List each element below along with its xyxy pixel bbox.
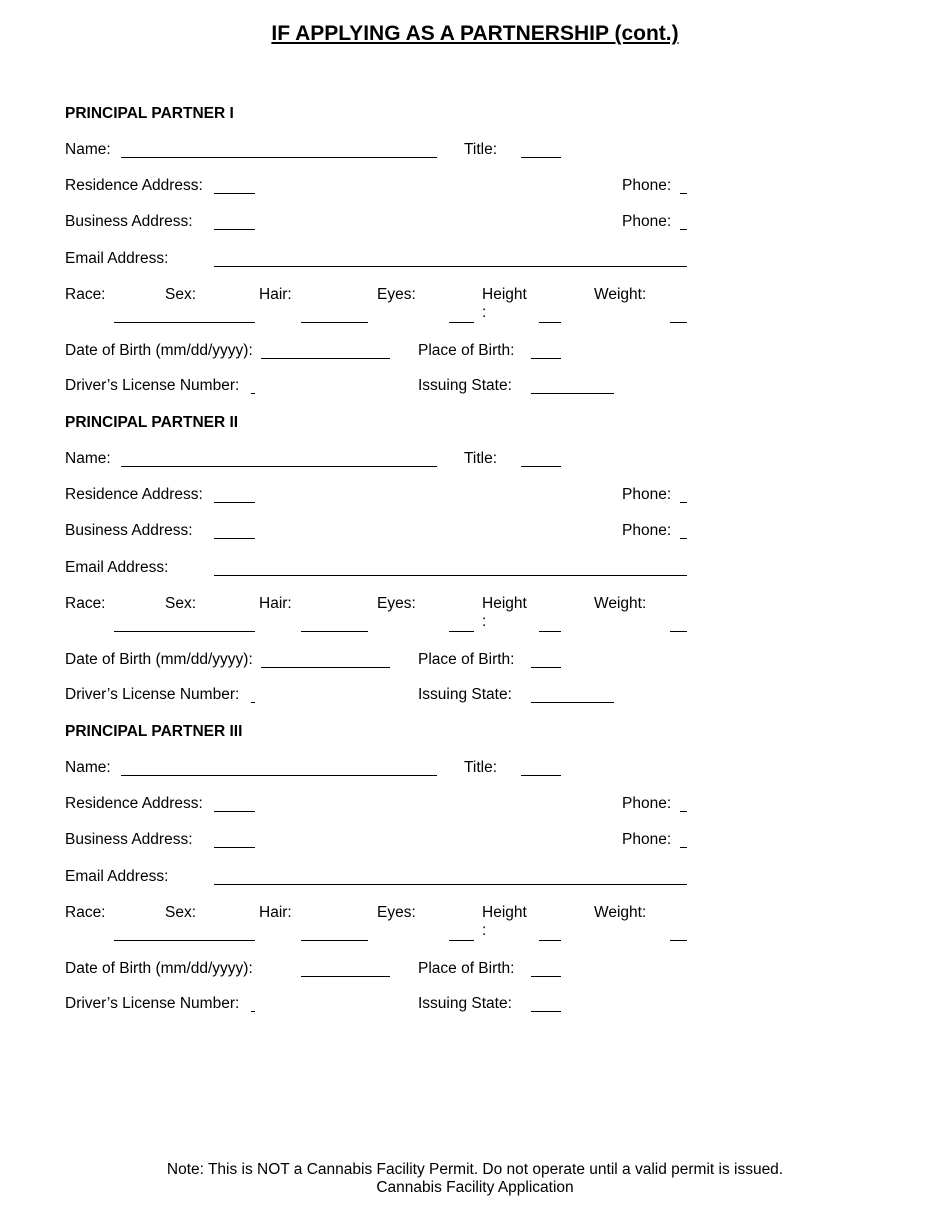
weight-input[interactable]	[670, 631, 687, 632]
drivers-license-label: Driver’s License Number:	[65, 686, 240, 703]
sex-label: Sex:	[165, 286, 197, 303]
issuing-state-label: Issuing State:	[418, 377, 512, 394]
race-sex-input[interactable]	[114, 322, 255, 323]
height-label: Height	[482, 595, 527, 612]
title-label: Title:	[464, 759, 498, 776]
residence-address-label: Residence Address:	[65, 795, 203, 812]
height-separator: :	[482, 613, 487, 630]
name-label: Name:	[65, 450, 111, 467]
business-phone-label: Phone:	[622, 831, 672, 848]
footer-note: Note: This is NOT a Cannabis Facility Permit. Do not operate until a valid permit is issued.	[166, 1161, 784, 1178]
dob-label: Date of Birth (mm/dd/yyyy):	[65, 342, 253, 359]
height-feet-input[interactable]	[449, 631, 474, 632]
drivers-license-input[interactable]	[251, 702, 255, 703]
height-separator: :	[482, 922, 487, 939]
residence-address-label: Residence Address:	[65, 486, 203, 503]
issuing-state-input[interactable]	[531, 1011, 561, 1012]
eyes-label: Eyes:	[377, 904, 416, 921]
name-input[interactable]	[121, 157, 437, 158]
eyes-label: Eyes:	[377, 286, 416, 303]
email-address-label: Email Address:	[65, 250, 169, 267]
business-address-input[interactable]	[214, 847, 255, 848]
issuing-state-input[interactable]	[531, 393, 614, 394]
hair-label: Hair:	[259, 904, 292, 921]
email-address-label: Email Address:	[65, 868, 169, 885]
hair-label: Hair:	[259, 595, 292, 612]
residence-phone-input[interactable]	[680, 811, 687, 812]
name-label: Name:	[65, 141, 111, 158]
email-address-label: Email Address:	[65, 559, 169, 576]
business-address-label: Business Address:	[65, 831, 193, 848]
business-address-input[interactable]	[214, 229, 255, 230]
business-address-label: Business Address:	[65, 522, 193, 539]
section-heading: PRINCIPAL PARTNER III	[65, 723, 243, 740]
email-address-input[interactable]	[214, 575, 687, 576]
issuing-state-label: Issuing State:	[418, 686, 512, 703]
place-of-birth-label: Place of Birth:	[418, 342, 515, 359]
name-input[interactable]	[121, 466, 437, 467]
issuing-state-label: Issuing State:	[418, 995, 512, 1012]
weight-input[interactable]	[670, 940, 687, 941]
race-label: Race:	[65, 904, 106, 921]
race-sex-input[interactable]	[114, 940, 255, 941]
dob-input[interactable]	[301, 976, 390, 977]
residence-phone-input[interactable]	[680, 502, 687, 503]
hair-label: Hair:	[259, 286, 292, 303]
business-address-input[interactable]	[214, 538, 255, 539]
dob-label: Date of Birth (mm/dd/yyyy):	[65, 960, 253, 977]
race-label: Race:	[65, 595, 106, 612]
business-phone-label: Phone:	[622, 522, 672, 539]
business-phone-label: Phone:	[622, 213, 672, 230]
residence-phone-label: Phone:	[622, 795, 672, 812]
business-phone-input[interactable]	[680, 847, 687, 848]
weight-label: Weight:	[594, 595, 647, 612]
height-separator: :	[482, 304, 487, 321]
place-of-birth-label: Place of Birth:	[418, 960, 515, 977]
residence-address-input[interactable]	[214, 811, 255, 812]
eyes-label: Eyes:	[377, 595, 416, 612]
height-inches-input[interactable]	[539, 322, 561, 323]
email-address-input[interactable]	[214, 884, 687, 885]
drivers-license-label: Driver’s License Number:	[65, 377, 240, 394]
residence-phone-label: Phone:	[622, 486, 672, 503]
title-label: Title:	[464, 450, 498, 467]
drivers-license-input[interactable]	[251, 1011, 255, 1012]
drivers-license-label: Driver’s License Number:	[65, 995, 240, 1012]
sex-label: Sex:	[165, 595, 197, 612]
title-input[interactable]	[521, 466, 561, 467]
height-label: Height	[482, 286, 527, 303]
name-label: Name:	[65, 759, 111, 776]
residence-address-label: Residence Address:	[65, 177, 203, 194]
height-inches-input[interactable]	[539, 631, 561, 632]
weight-label: Weight:	[594, 904, 647, 921]
business-phone-input[interactable]	[680, 229, 687, 230]
height-feet-input[interactable]	[449, 940, 474, 941]
drivers-license-input[interactable]	[251, 393, 255, 394]
height-label: Height	[482, 904, 527, 921]
residence-address-input[interactable]	[214, 193, 255, 194]
name-input[interactable]	[121, 775, 437, 776]
height-inches-input[interactable]	[539, 940, 561, 941]
height-feet-input[interactable]	[449, 322, 474, 323]
race-sex-input[interactable]	[114, 631, 255, 632]
business-phone-input[interactable]	[680, 538, 687, 539]
residence-phone-input[interactable]	[680, 193, 687, 194]
title-input[interactable]	[521, 157, 561, 158]
sex-label: Sex:	[165, 904, 197, 921]
footer-app-name: Cannabis Facility Application	[376, 1179, 574, 1196]
hair-input[interactable]	[301, 322, 368, 323]
dob-label: Date of Birth (mm/dd/yyyy):	[65, 651, 253, 668]
dob-input[interactable]	[261, 358, 390, 359]
hair-input[interactable]	[301, 631, 368, 632]
section-heading: PRINCIPAL PARTNER II	[65, 414, 239, 431]
race-label: Race:	[65, 286, 106, 303]
hair-input[interactable]	[301, 940, 368, 941]
residence-address-input[interactable]	[214, 502, 255, 503]
weight-label: Weight:	[594, 286, 647, 303]
residence-phone-label: Phone:	[622, 177, 672, 194]
dob-input[interactable]	[261, 667, 390, 668]
issuing-state-input[interactable]	[531, 702, 614, 703]
page-title: IF APPLYING AS A PARTNERSHIP (cont.)	[271, 22, 679, 45]
title-label: Title:	[464, 141, 498, 158]
place-of-birth-input[interactable]	[531, 358, 561, 359]
place-of-birth-input[interactable]	[531, 976, 561, 977]
weight-input[interactable]	[670, 322, 687, 323]
email-address-input[interactable]	[214, 266, 687, 267]
business-address-label: Business Address:	[65, 213, 193, 230]
place-of-birth-label: Place of Birth:	[418, 651, 515, 668]
section-heading: PRINCIPAL PARTNER I	[65, 105, 234, 122]
title-input[interactable]	[521, 775, 561, 776]
place-of-birth-input[interactable]	[531, 667, 561, 668]
